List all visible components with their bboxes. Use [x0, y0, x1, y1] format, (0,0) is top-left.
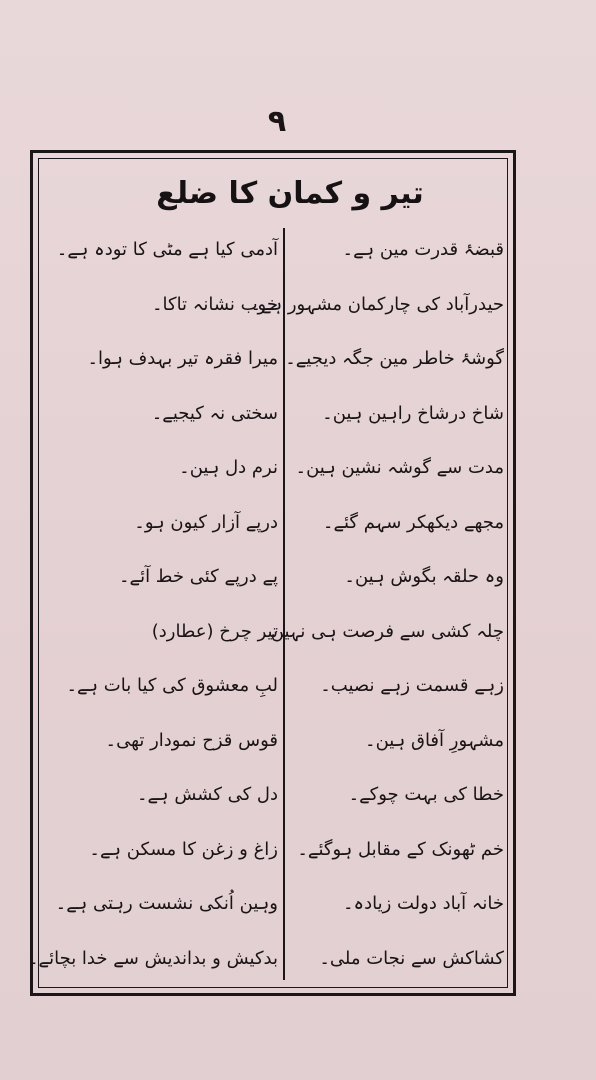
right-column-entry: گوشۂ خاطر مین جگہ دیجیے۔	[285, 348, 504, 369]
left-column-entry: لبِ معشوق کی کیا بات ہے۔	[66, 675, 278, 696]
left-column	[27, 236, 278, 999]
page-number: ۹	[267, 104, 287, 139]
right-column-entry: قبضۂ قدرت مین ہے۔	[342, 239, 504, 260]
right-column-entry: وہ حلقہ بگوش ہین۔	[344, 566, 504, 587]
right-column-entry: خانہ آباد دولت زیادہ۔	[342, 893, 504, 914]
right-column-entry: زہے قسمت زہے نصیب۔	[320, 675, 504, 696]
left-column-entry: بدکیش و بداندیش سے خدا بچائے۔	[27, 947, 278, 969]
left-column-entry: خوب نشانہ تاکا۔	[151, 293, 278, 315]
right-column-entry: مدت سے گوشہ نشین ہین۔	[295, 457, 504, 478]
left-column-entry: درپے آزار کیون ہو۔	[134, 511, 278, 533]
left-column-entry: دل کی کشش ہے۔	[136, 784, 278, 805]
right-column-entry: خم ٹھونک کے مقابل ہوگئے۔	[297, 838, 504, 860]
right-column-entry: چلہ کشی سے فرصت ہی نہین۔	[260, 620, 504, 642]
left-column-entry: تیر چرخ (عطارد)	[151, 620, 278, 642]
column-divider	[283, 228, 285, 980]
section-heading: تیر و کمان کا ضلع	[156, 176, 424, 211]
left-column-entry: زاغ و زغن کا مسکن ہے۔	[89, 838, 278, 860]
left-column-entry: قوس قزح نمودار تھی۔	[105, 729, 278, 751]
right-column-entry: خطا کی بہت چوکے۔	[348, 784, 504, 805]
right-column-entry: شاخ درشاخ راہین ہین۔	[322, 402, 504, 424]
left-column-entry: پے درپے کئی خط آئے۔	[118, 566, 278, 587]
left-column-entry: نرم دل ہین۔	[179, 457, 278, 478]
right-column	[250, 236, 504, 999]
left-column-entry: وہین اُنکی نشست رہتی ہے۔	[55, 893, 278, 914]
left-column-entry: آدمی کیا ہے مٹی کا تودہ ہے۔	[56, 239, 278, 260]
right-column-entry: حیدرآباد کی چارکمان مشہور ہے۔	[250, 293, 504, 315]
right-column-entry: مشہورِ آفاق ہین۔	[365, 729, 504, 751]
left-column-entry: میرا فقرہ تیر بہدف ہوا۔	[87, 348, 278, 369]
right-column-entry: مجھے دیکھکر سہم گئے۔	[322, 511, 504, 533]
right-column-entry: کشاکش سے نجات ملی۔	[319, 947, 504, 969]
left-column-entry: سختی نہ کیجیے۔	[151, 402, 278, 424]
